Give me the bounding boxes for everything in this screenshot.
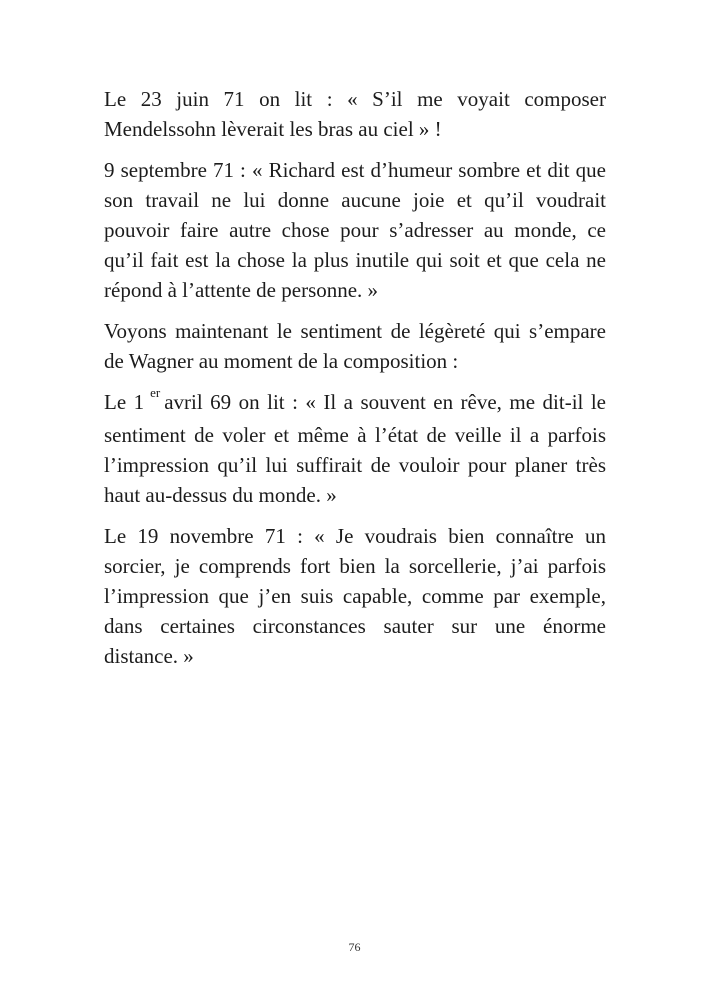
paragraph-23-juin: Le 23 juin 71 on lit : « S’il me voyait composer Mendelssohn lèverait les bras au ciel » ! — [104, 87, 606, 141]
page-number: 76 — [348, 940, 361, 954]
paragraph-19-novembre: Le 19 novembre 71 : « Je voudrais bien connaître un sorcier, je comprends fort bien la sorcellerie, j’ai parfois l’impression que j’en suis capable, comme par exemple, dans certaines circonstances sauter sur une énorme distance. » — [104, 524, 606, 668]
paragraph-legerete: Voyons maintenant le sentiment de légèreté qui s’empare de Wagner au moment de la composition : — [104, 319, 606, 373]
paragraph-1er-avril-text: avril 69 on lit : « Il a souvent en rêve, me dit-il le sentiment de voler et même à l’état de veille il a parfois l’impression qu’il lui suffirait de vouloir pour planer très haut au-dessus du monde. » — [104, 390, 606, 507]
page-body — [104, 84, 606, 682]
paragraph-9-septembre: 9 septembre 71 : « Richard est d’humeur sombre et dit que son travail ne lui donne aucune joie et qu’il voudrait pouvoir faire autre chose pour s’adresser au monde, ce qu’il fait est la chose la plus inutile qui soit et que cela ne répond à l’attente de personne. » — [104, 158, 606, 302]
ordinal-superscript: er — [150, 385, 161, 400]
paragraph-1er-avril — [104, 387, 606, 510]
paragraph-1er-avril-prefix: Le 1 — [104, 390, 145, 414]
